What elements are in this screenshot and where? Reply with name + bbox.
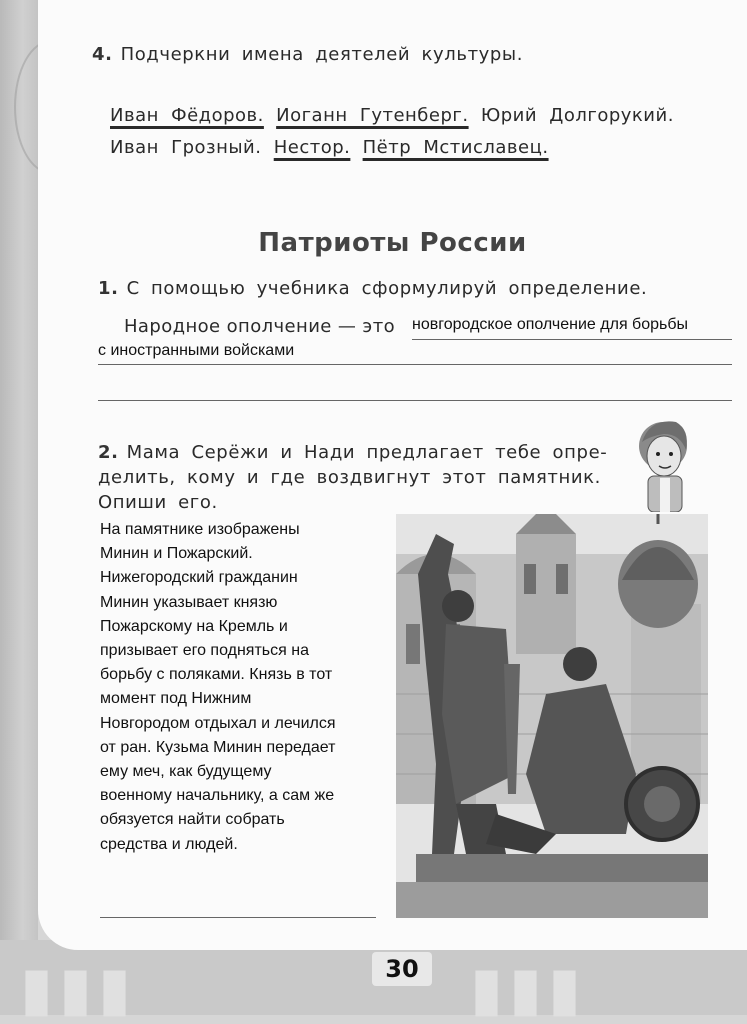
page-number: 30 (372, 952, 432, 986)
task-2-line-1: Мама Серёжи и Нади предлагает тебе опре- (126, 442, 608, 463)
task-1-instruction: С помощью учебника сформулируй определение. (126, 278, 648, 299)
task-2-heading (98, 440, 607, 515)
answer-line (412, 339, 732, 340)
task-4-heading (92, 44, 523, 65)
left-margin-strip (0, 0, 38, 1015)
task-4-instruction: Подчеркни имена деятелей культуры. (120, 44, 524, 65)
definition-prefix: Народное ополчение — это (124, 316, 395, 337)
task-1-heading (98, 278, 647, 299)
decorative-pattern-right: ▮▮▮ (470, 954, 588, 1024)
description-line: Новгородом отдыхал и лечился (100, 714, 336, 732)
description-line: ему меч, как будущему (100, 763, 272, 781)
description-line: борьбу с поляками. Князь в тот (100, 666, 333, 684)
answer-line (100, 917, 376, 918)
description-line: средства и людей. (100, 835, 238, 853)
task-1-number: 1. (98, 278, 119, 299)
girl-character-icon (630, 412, 700, 512)
description-line: Пожарскому на Кремль и (100, 617, 288, 635)
description-line: от ран. Кузьма Минин передает (100, 738, 336, 756)
answer-line (98, 400, 732, 401)
names-list (110, 100, 674, 164)
description-line: обязуется найти собрать (100, 811, 285, 829)
answer-line (98, 364, 732, 365)
name-mstislavets[interactable]: Пётр Мстиславец. (362, 137, 549, 158)
section-title: Патриоты России (258, 228, 527, 258)
name-ivan-fedorov[interactable]: Иван Фёдоров. (110, 105, 264, 126)
task-2-line-3: Опиши его. (98, 492, 218, 513)
minin-pozharsky-monument-image (396, 514, 708, 918)
description-line: момент под Нижним (100, 690, 252, 708)
description-line: Минин указывает князю (100, 593, 278, 611)
description-line: Нижегородский гражданин (100, 569, 298, 587)
name-nestor[interactable]: Нестор. (273, 137, 351, 158)
monument-description[interactable] (100, 518, 385, 857)
name-gutenberg[interactable]: Иоганн Гутенберг. (276, 105, 469, 126)
description-line: военному начальнику, а сам же (100, 787, 335, 805)
task-2-line-2: делить, кому и где воздвигнут этот памятник. (98, 467, 601, 488)
description-line: призывает его подняться на (100, 642, 309, 660)
definition-answer-line-2[interactable]: с иностранными войсками (98, 342, 295, 359)
task-4-number: 4. (92, 44, 113, 65)
description-line: На памятнике изображены (100, 521, 300, 538)
description-line: Минин и Пожарский. (100, 545, 253, 563)
workbook-page (38, 0, 747, 950)
name-ivan-grozny[interactable]: Иван Грозный. (110, 137, 262, 158)
task-2-number: 2. (98, 442, 119, 463)
decorative-pattern-left: ▮▮▮ (20, 954, 138, 1024)
name-dolgoruky[interactable]: Юрий Долгорукий. (480, 105, 674, 126)
definition-answer-line-1[interactable]: новгородское ополчение для борьбы (412, 316, 689, 333)
